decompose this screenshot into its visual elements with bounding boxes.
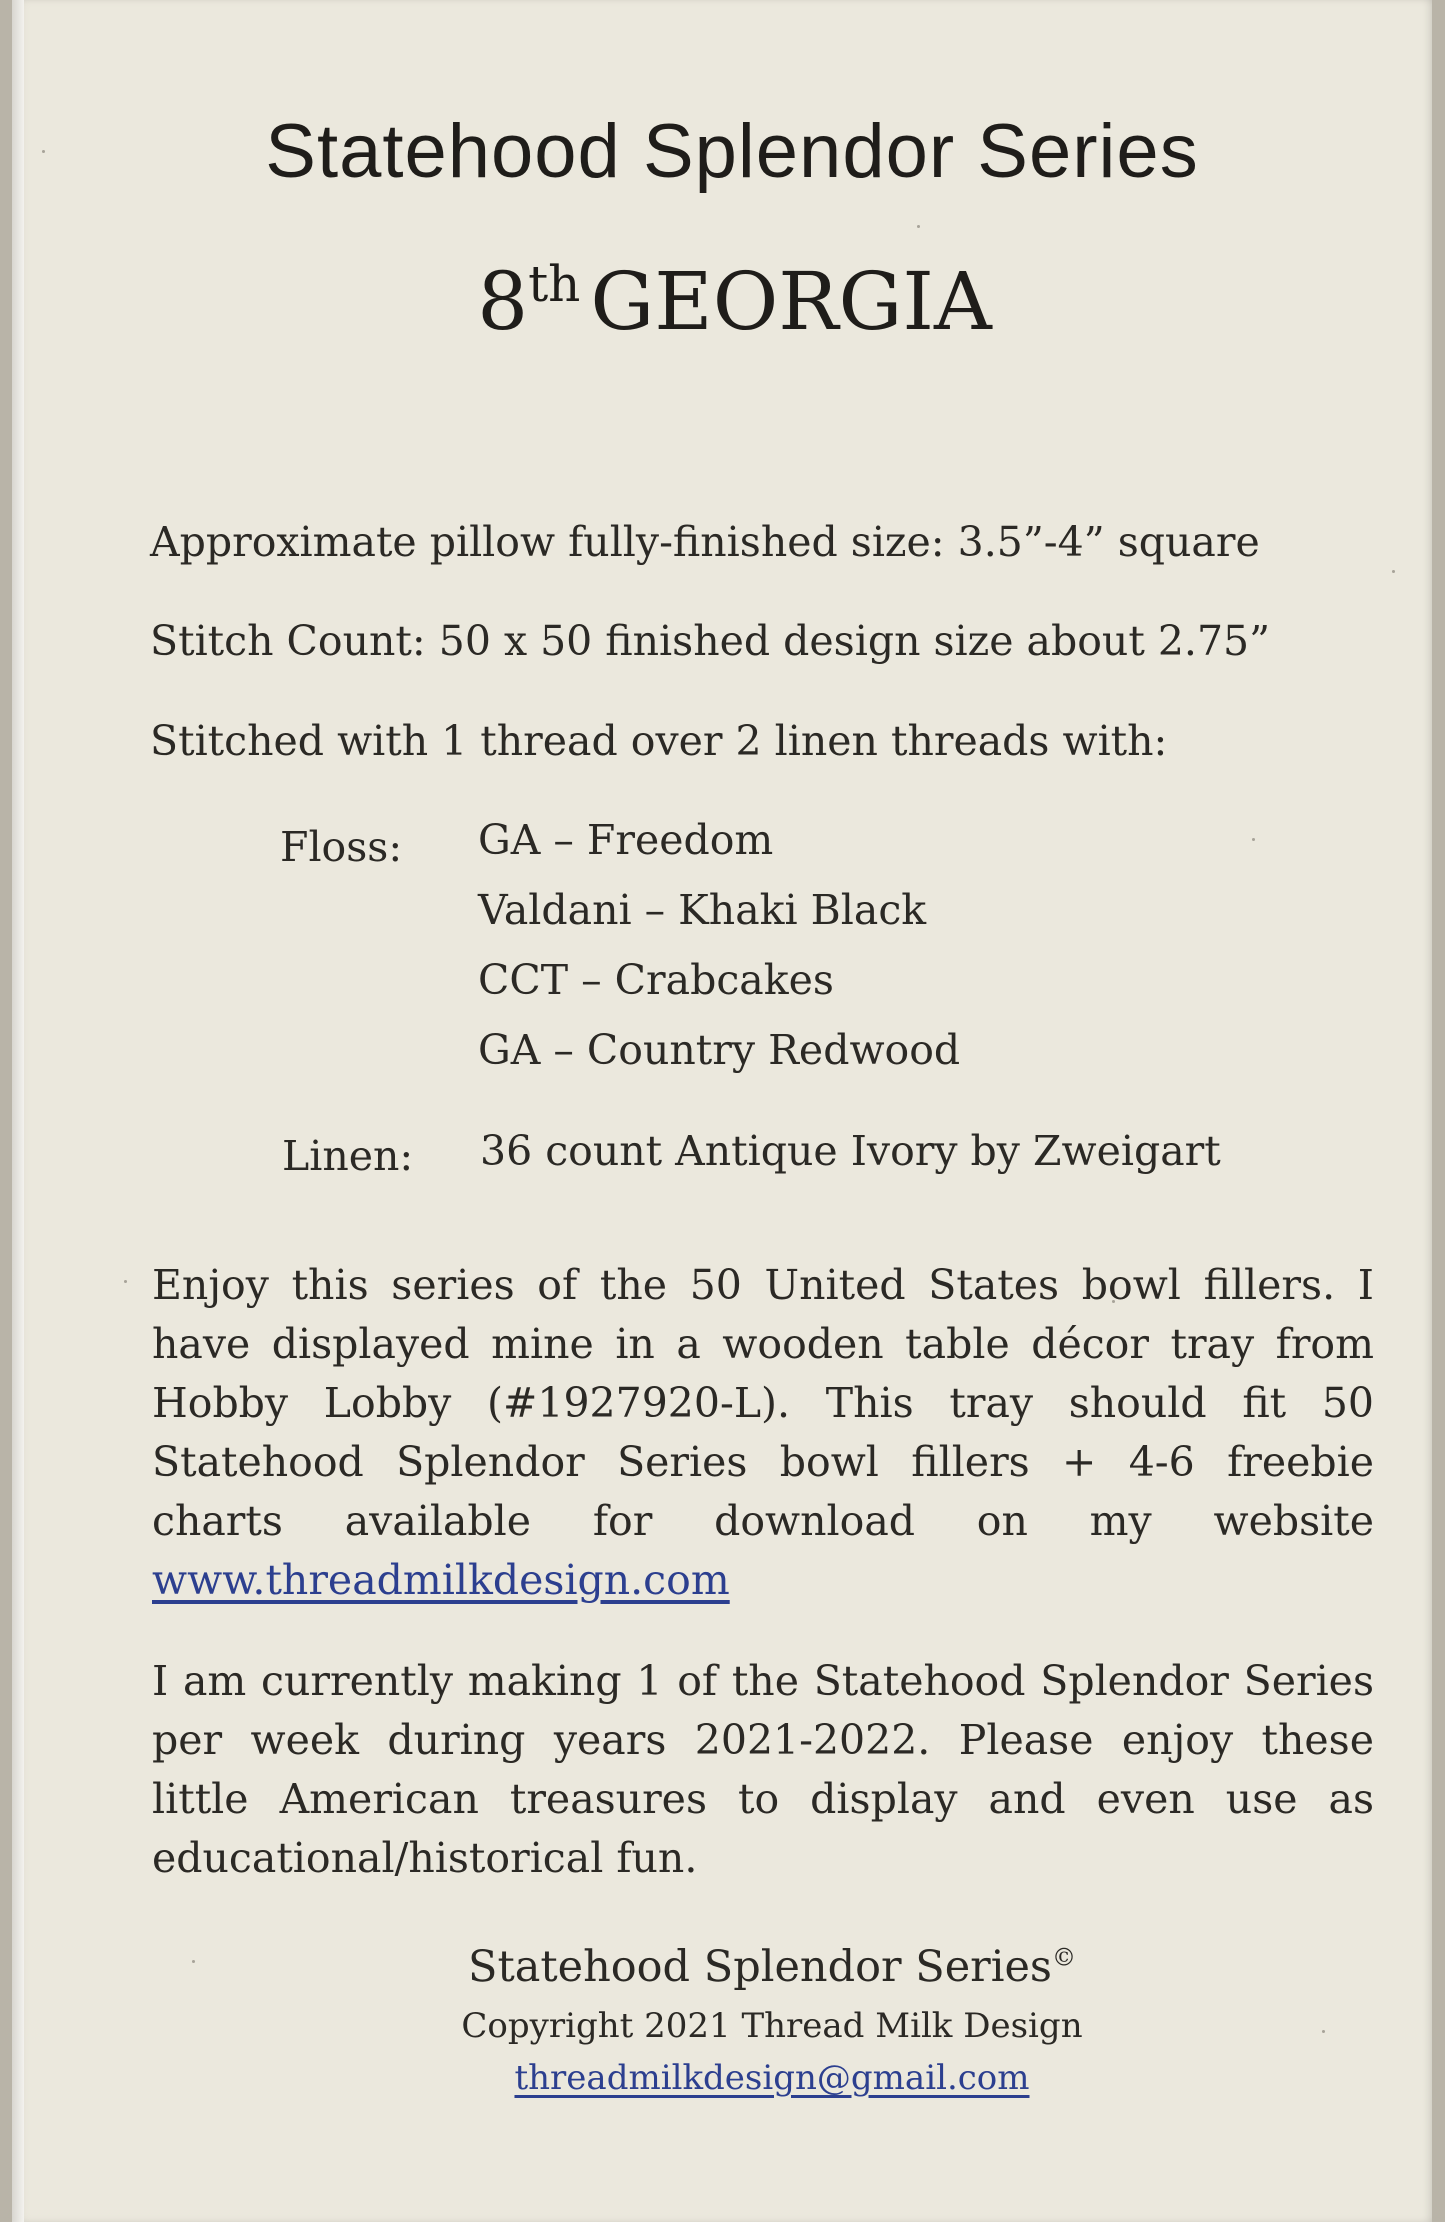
footer-series-name: Statehood Splendor Series xyxy=(467,1942,1052,1992)
paper-speck xyxy=(124,1280,127,1283)
schedule-paragraph: I am currently making 1 of the Statehood Splendor Series per week during years 2021-2022. Please enjoy these little American treasures to display and even use as educational/historical fun. xyxy=(152,1657,1374,1882)
email-link[interactable]: threadmilkdesign@gmail.com xyxy=(514,2058,1030,2098)
page-title: Statehood Splendor Series xyxy=(265,109,1199,194)
ordinal-suffix: th xyxy=(528,255,581,313)
floss-item: CCT – Crabcakes xyxy=(478,956,834,1004)
linen-value: 36 count Antique Ivory by Zweigart xyxy=(480,1127,1221,1175)
floss-item: GA – Freedom xyxy=(478,816,774,864)
intro-paragraph xyxy=(152,1256,1374,1610)
copyright-mark: © xyxy=(1052,1943,1076,1972)
paper-speck xyxy=(1392,570,1395,573)
website-link[interactable]: www.threadmilkdesign.com xyxy=(152,1556,730,1604)
paper-speck xyxy=(1252,838,1255,841)
footer-email-row xyxy=(12,2058,1445,2098)
intro-text: Enjoy this series of the 50 United States bowl fillers. I have displayed mine in a wooden table décor tray from Hobby Lobby (#1927920-L). This tray should fit 50 Statehood Splendor Series bowl fillers + 4-6 freebie charts available for download on my website xyxy=(152,1261,1374,1545)
state-number: 8 xyxy=(477,255,529,348)
pattern-card xyxy=(12,0,1432,2222)
floss-label: Floss: xyxy=(280,823,403,871)
floss-item: GA – Country Redwood xyxy=(478,1026,961,1074)
footer-copyright: Copyright 2021 Thread Milk Design xyxy=(461,2006,1083,2046)
linen-label: Linen: xyxy=(282,1132,414,1180)
page-subtitle xyxy=(12,255,1445,348)
state-name: GEORGIA xyxy=(590,255,992,348)
paper-speck xyxy=(917,225,920,228)
pillow-size: Approximate pillow fully-finished size: 3.5”-4” square xyxy=(150,518,1260,566)
footer-series xyxy=(12,1942,1445,1992)
stitch-count: Stitch Count: 50 x 50 finished design size about 2.75” xyxy=(150,617,1271,665)
stitched-with: Stitched with 1 thread over 2 linen threads with: xyxy=(150,717,1168,765)
floss-item: Valdani – Khaki Black xyxy=(478,886,927,934)
